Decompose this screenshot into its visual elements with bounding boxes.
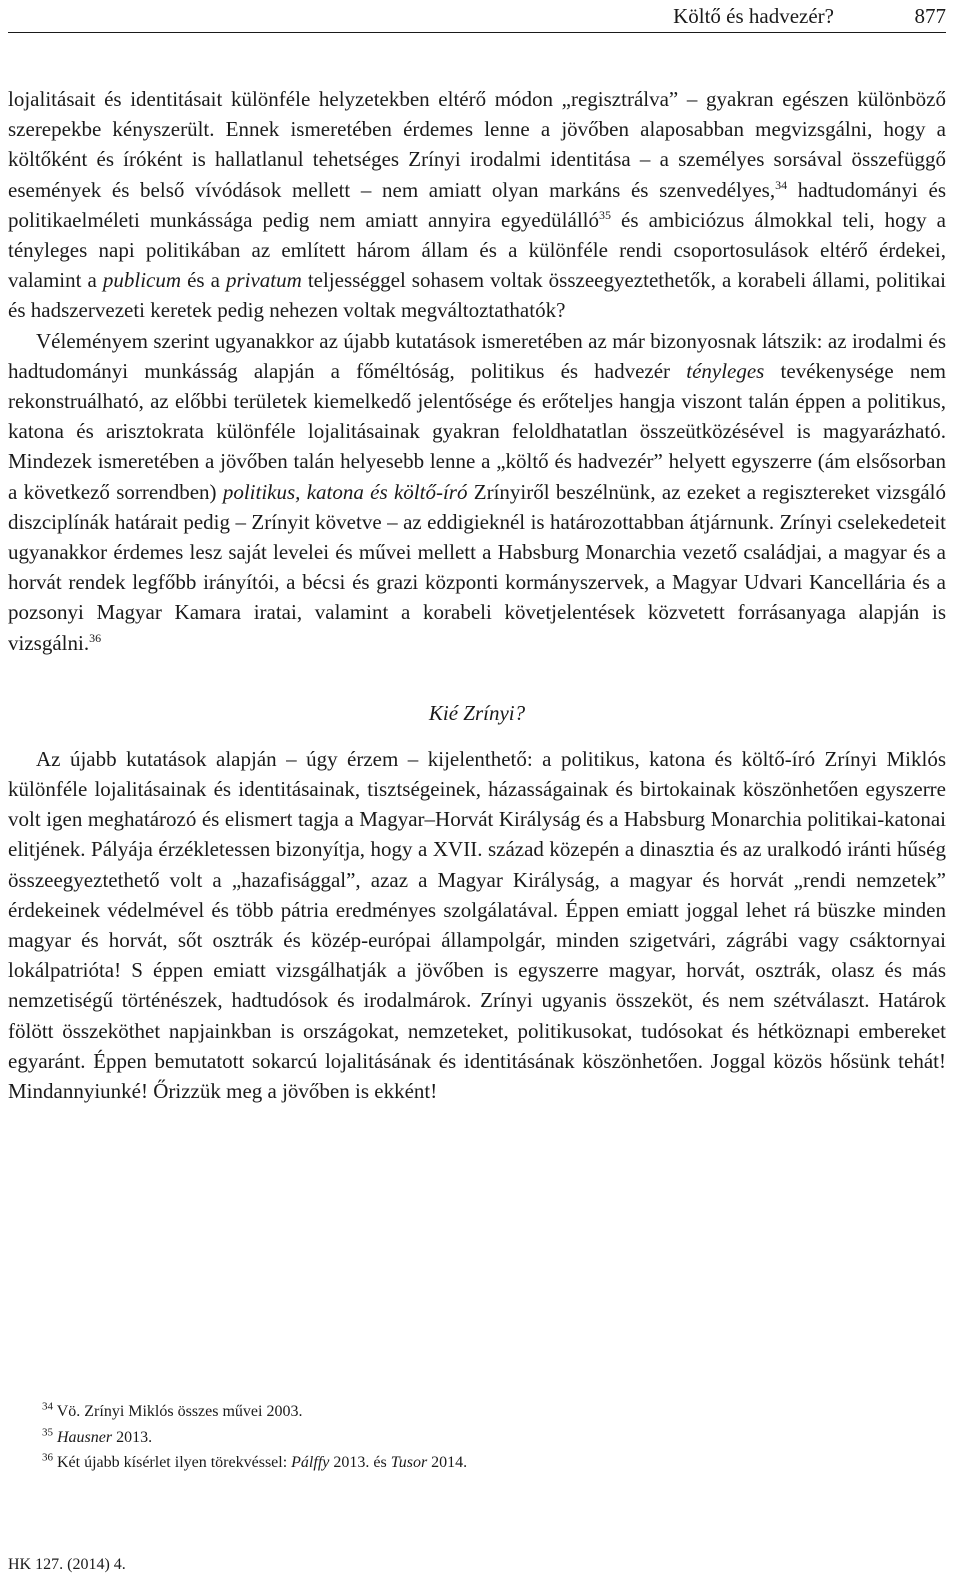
footnotes bbox=[42, 1399, 942, 1476]
footnote-number: 34 bbox=[42, 1400, 53, 1413]
author-name: Tusor bbox=[390, 1454, 428, 1471]
author-name: Pálffy bbox=[291, 1454, 330, 1471]
section-heading: Kié Zrínyi? bbox=[428, 700, 526, 725]
text-run: hadtudományi és politikaelméleti munkássága pedig nem amiatt annyira egyedülálló bbox=[8, 177, 947, 232]
author-name: Hausner bbox=[57, 1428, 113, 1446]
text-run: lojalitásait és identitásait különféle helyzetekben eltérő módon „regisztrálva” – gyakran egészen különböző szerepekbe kényszerült. Ennek ismeretében érdemes lenne a jövőben alaposabban megvizsgálni, hogy a költőként és íróként is hallatlanul tehetséges Zrínyi irodalmi identitása – a személyes sorsával összefüggő események és belső vívódások mellett – nem amiatt olyan markáns és szenvedélyes, bbox=[8, 87, 946, 202]
footnote-36 bbox=[42, 1450, 942, 1476]
text-run: és a bbox=[181, 268, 226, 293]
text-run: teljességgel sohasem voltak összeegyeztethetők, a korabeli állami, politikai és hadszervezeti keretek pedig nehezen voltak megváltoztathatók? bbox=[8, 268, 946, 323]
page-number: 877 bbox=[914, 4, 946, 28]
running-title: Költő és hadvezér? bbox=[673, 4, 834, 28]
italic-term: publicum bbox=[102, 268, 182, 293]
footnote-ref[interactable]: 34 bbox=[775, 177, 788, 192]
text-run: Véleményem szerint ugyanakkor az újabb kutatások ismeretében az már bizonyosnak látszik: az irodalmi és hadtudományi munkásság alapján a főméltóság, politikus és hadvezér bbox=[8, 328, 946, 383]
italic-term: privatum bbox=[225, 268, 302, 293]
text-run: Az újabb kutatások alapján – úgy érzem – kijelenthető: a politikus, katona és költő-író Zrínyi Miklós különféle lojalitásainak és identitásainak, tisztségeinek, házasságainak és birtokainak köszönhetően egyszerre volt igen meghatározó és elismert tagja a Magyar–Horvát Királyság és a Habsburg Monarchia politikai-katonai elitjének. Pályája érzékletessen bizonyítja, hogy a XVII. század közepén a dinasztia és az uralkodó iránti hűség összeegyeztethető volt a „hazafisággal”, azaz a Magyar Királyság, a magyar és horvát „rendi nemzetek” érdekeinek védelmével és több pátria eredményes szolgálatával. Éppen emiatt joggal lehet rá büszke minden magyar és horvát, sőt osztrák és közép-európai állampolgár, minden szigetvári, zágrábi vagy csáktornyai lokálpatrióta! S éppen emiatt vizsgálhatják a jövőben is egyszerre magyar, horvát, osztrák, olasz és más nemzetiségű történészek, hadtudósok és irodalmárok. Zrínyi ugyanis összeköt, és nem szétválaszt. Határok fölött összeköthet napjainkban is országokat, nemzeteket, politikusokat, tudósokat és hétköznapi embereket egyaránt. Éppen bemutatott sokarcú lojalitásának és identitásának köszönhetően. Joggal közös hősünk tehát! Mindannyiunké! Őrizzük meg a jövőben is ekként! bbox=[8, 746, 946, 1104]
text-run: 2013. és bbox=[329, 1454, 391, 1471]
text-run: Vö. Zrínyi Miklós összes művei 2003. bbox=[53, 1403, 303, 1420]
text-run: 2014. bbox=[427, 1454, 468, 1471]
footnote-ref[interactable]: 36 bbox=[89, 630, 102, 645]
footnote-ref[interactable]: 35 bbox=[599, 207, 611, 222]
footnote-35 bbox=[42, 1425, 942, 1451]
paragraph-3 bbox=[8, 744, 946, 1106]
journal-reference: HK 127. (2014) 4. bbox=[8, 1556, 126, 1573]
footnote-34 bbox=[42, 1399, 942, 1425]
text-run: és ambiciózus álmokkal teli, hogy a tényleges napi politikában az említett három állam és a különféle rendi csoportosulások eltérő érdekei, valamint a bbox=[8, 207, 946, 293]
body-text bbox=[8, 84, 946, 1106]
italic-term: tényleges bbox=[686, 358, 765, 383]
header-rule bbox=[8, 32, 946, 33]
running-head bbox=[8, 2, 946, 32]
text-run: Két újabb kísérlet ilyen törekvéssel: bbox=[53, 1454, 292, 1471]
text-run: tevékenysége nem rekonstruálható, az előbbi területek kiemelkedő jelentősége és erőteljes hangja viszont talán éppen a politikus, katona és arisztokrata különféle lojalitásainak gyakran feloldhatatlan összeütközésével is magyarázható. Mindezek ismeretében a jövőben talán helyesebb lenne a „költő és hadvezér” helyett egyszerre (ám elsősorban a következő sorrendben) bbox=[8, 358, 946, 504]
footnote-number: 36 bbox=[42, 1451, 53, 1464]
paragraph-1 bbox=[8, 84, 946, 326]
text-run: 2013. bbox=[112, 1428, 153, 1446]
footnote-number: 35 bbox=[42, 1426, 53, 1439]
paragraph-2 bbox=[8, 326, 946, 658]
text-run: Zrínyiről beszélnünk, az ezeket a regisztereket vizsgáló diszciplínák határait pedig – Zrínyit követve – az eddigieknél is határozottabban átjárnunk. Zrínyi cselekedeteit ugyanakkor érdemes lesz saját levelei és művei mellett a Habsburg Monarchia vezető családjai, a magyar és a horvát rendek legfőbb irányítói, a bécsi és grazi központi kormányszervek, a Magyar Udvari Kancellária és a pozsonyi Magyar Kamara iratai, valamint a korabeli követjelentések közvetett forrásanyaga alapján is vizsgálni. bbox=[8, 479, 946, 655]
italic-term: politikus, katona és költő-író bbox=[222, 479, 468, 504]
